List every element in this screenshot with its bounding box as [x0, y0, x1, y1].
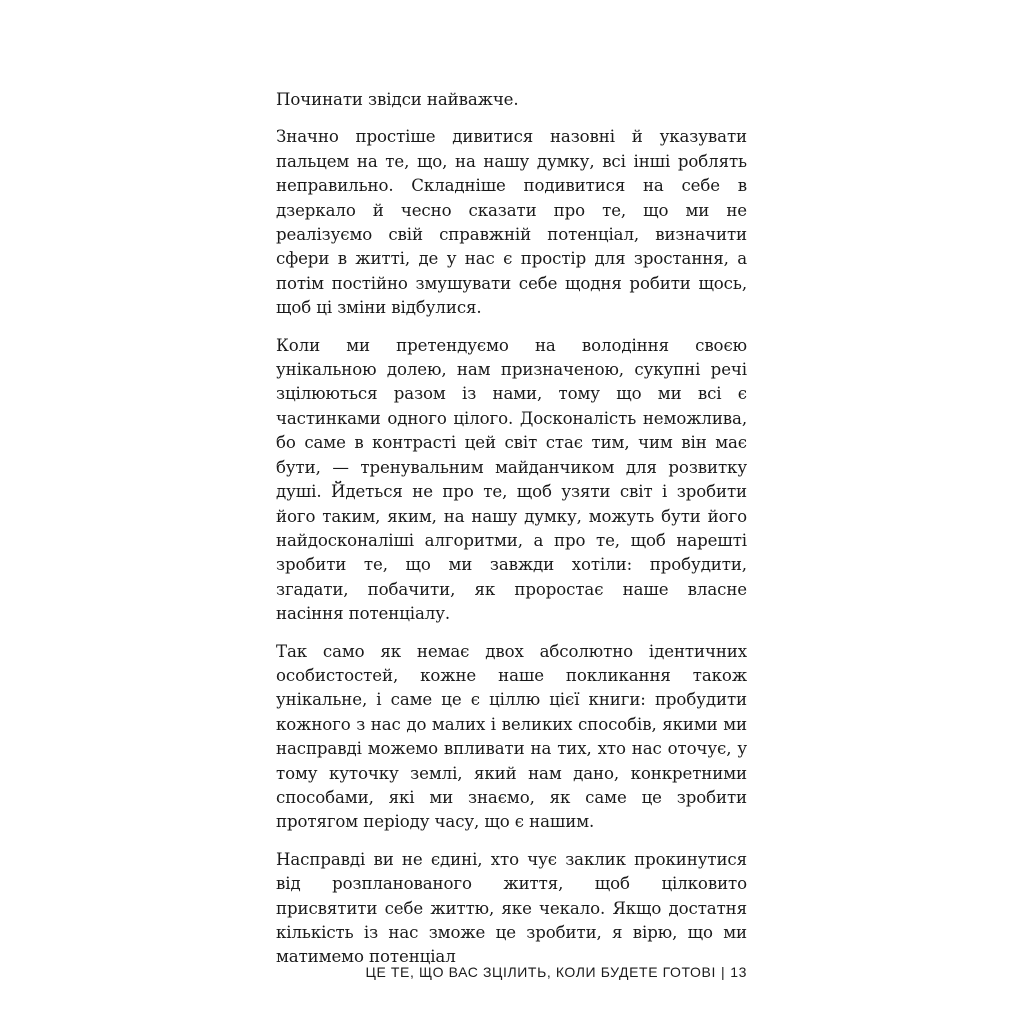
page-number: 13	[730, 964, 747, 980]
paragraph: Так само як немає двох абсолютно ідентичних особистостей, кожне наше покликання також унікальне, і саме це є ціллю цієї книги: пробудити кожного з нас до малих і великих способів, якими ми насправді можемо впливати на тих, хто нас оточує, у тому куточку землі, який нам дано, конкретними способами, які ми знаємо, як саме це зробити протягом періоду часу, що є нашим.	[276, 641, 747, 832]
paragraph: Коли ми претендуємо на володіння своєю унікальною долею, нам призначеною, сукупні речі зцілюються разом із нами, тому що ми всі є частинками одного цілого. Досконалість неможлива, бо саме в контрасті цей світ стає тим, чим він має бути, — тренувальним майданчиком для розвитку душі. Йдеться не про те, щоб узяти світ і зробити його таким, яким, на нашу думку, можуть бути його найдосконаліші алгоритми, а про те, щоб нарешті зробити те, що ми завжди хотіли: пробудити, згадати, побачити, як проростає наше власне насіння потенціалу.	[276, 335, 747, 624]
running-title: ЦЕ ТЕ, ЩО ВАС ЗЦІЛИТЬ, КОЛИ БУДЕТЕ ГОТОВІ	[365, 964, 716, 980]
paragraph: Значно простіше дивитися назовні й указувати пальцем на те, що, на нашу думку, всі інші роблять неправильно. Складніше подивитися на себе в дзеркало й чесно сказати про те, що ми не реалізуємо свій справжній потенціал, визначити сфери в житті, де у нас є простір для зростання, а потім постійно змушувати себе щодня робити щось, щоб ці зміни відбулися.	[276, 127, 747, 318]
footer-separator: |	[720, 964, 726, 980]
page-footer	[366, 962, 748, 982]
body-text	[276, 88, 747, 983]
paragraph: Насправді ви не єдині, хто чує заклик прокинутися від розпланованого життя, щоб цілковито присвятити себе життю, яке чекало. Якщо достатня кількість із нас зможе це зробити, я вірю, що ми матимемо потенціал	[276, 849, 747, 967]
paragraph-opening: Починати звідси найважче.	[276, 90, 519, 109]
